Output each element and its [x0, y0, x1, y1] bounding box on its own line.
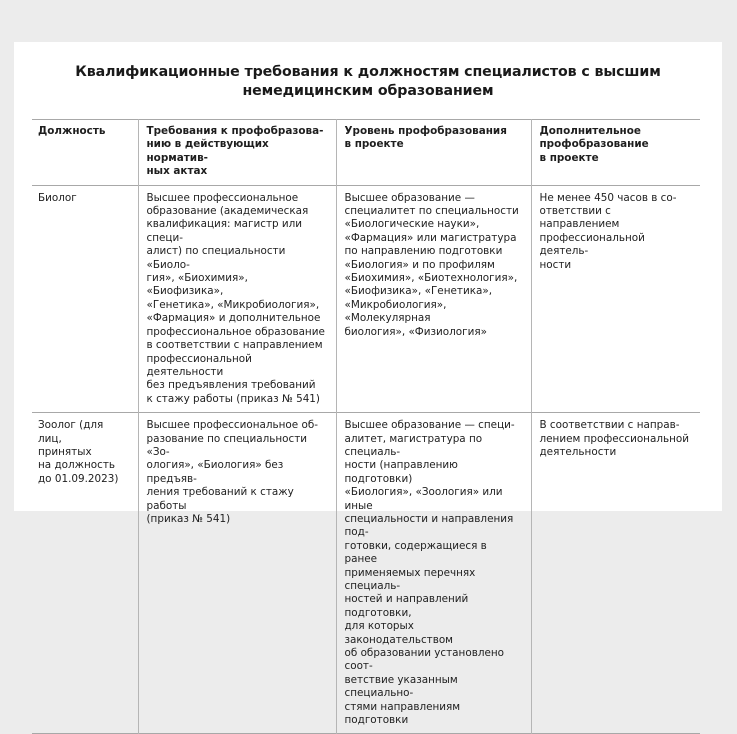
title-line-1: Квалификационные требования к должностям специалистов с высшим: [75, 64, 661, 80]
header-additional-education: Дополнительное профобразование в проекте: [531, 120, 700, 186]
header-project-level: Уровень профобразования в проекте: [336, 120, 531, 186]
cell-position: Биолог: [38, 191, 77, 204]
cell-additional-education: В соответствии с направ- лением профессиональной деятельности: [531, 413, 700, 734]
cell-project-level: Высшее образование — специалитет по специальности «Биологические науки», «Фармация» или магистратура по направлению подготовки «Биология» и по профилям «Биохимия», «Биотехнология», «Биофизика», «Генетика», «Микробиология», «Молекулярная биология», «Физиология»: [336, 185, 531, 413]
cell-position: Зоолог (для лиц, принятых на должность до 01.09.2023): [38, 419, 119, 485]
header-current-requirements: Требования к профобразова- нию в действующих норматив- ных актах: [138, 120, 336, 186]
document-title: [14, 63, 722, 101]
table-row: [32, 413, 700, 734]
cell-project-level: Высшее образование — специ- алитет, магистратура по специаль- ности (направлению подготовки) «Биология», «Зоология» или иные специальности и направления под- готовки, содержащиеся в ранее применяемых перечнях специаль- ностей и направлений подготовки, для которых законодательством об образовании установлено соот- ветствие указанным специально- стями направлениям подготовки: [336, 413, 531, 734]
document-card: [14, 42, 722, 727]
title-line-2: немедицинским образованием: [242, 83, 494, 99]
cell-current-requirements: Высшее профессиональное об- разование по специальности «Зо- ология», «Биология» без предъяв- ления требований к стажу работы (приказ № 541): [138, 413, 336, 734]
cell-additional-education: Не менее 450 часов в со- ответствии с направлением профессиональной деятель- ности: [531, 185, 700, 413]
header-position: Должность: [38, 125, 106, 137]
table-row: [32, 185, 700, 413]
table-header-row: [32, 120, 700, 186]
qualification-table: [32, 119, 700, 734]
cell-current-requirements: Высшее профессиональное образование (академическая квалификация: магистр или специ- алист) по специальности «Биоло- гия», «Биохимия», «Биофизика», «Генетика», «Микробиология», «Фармация» и дополнительное профессиональное образование в соответствии с направлением профессиональной деятельности без предъявления требований к стажу работы (приказ № 541): [138, 185, 336, 413]
